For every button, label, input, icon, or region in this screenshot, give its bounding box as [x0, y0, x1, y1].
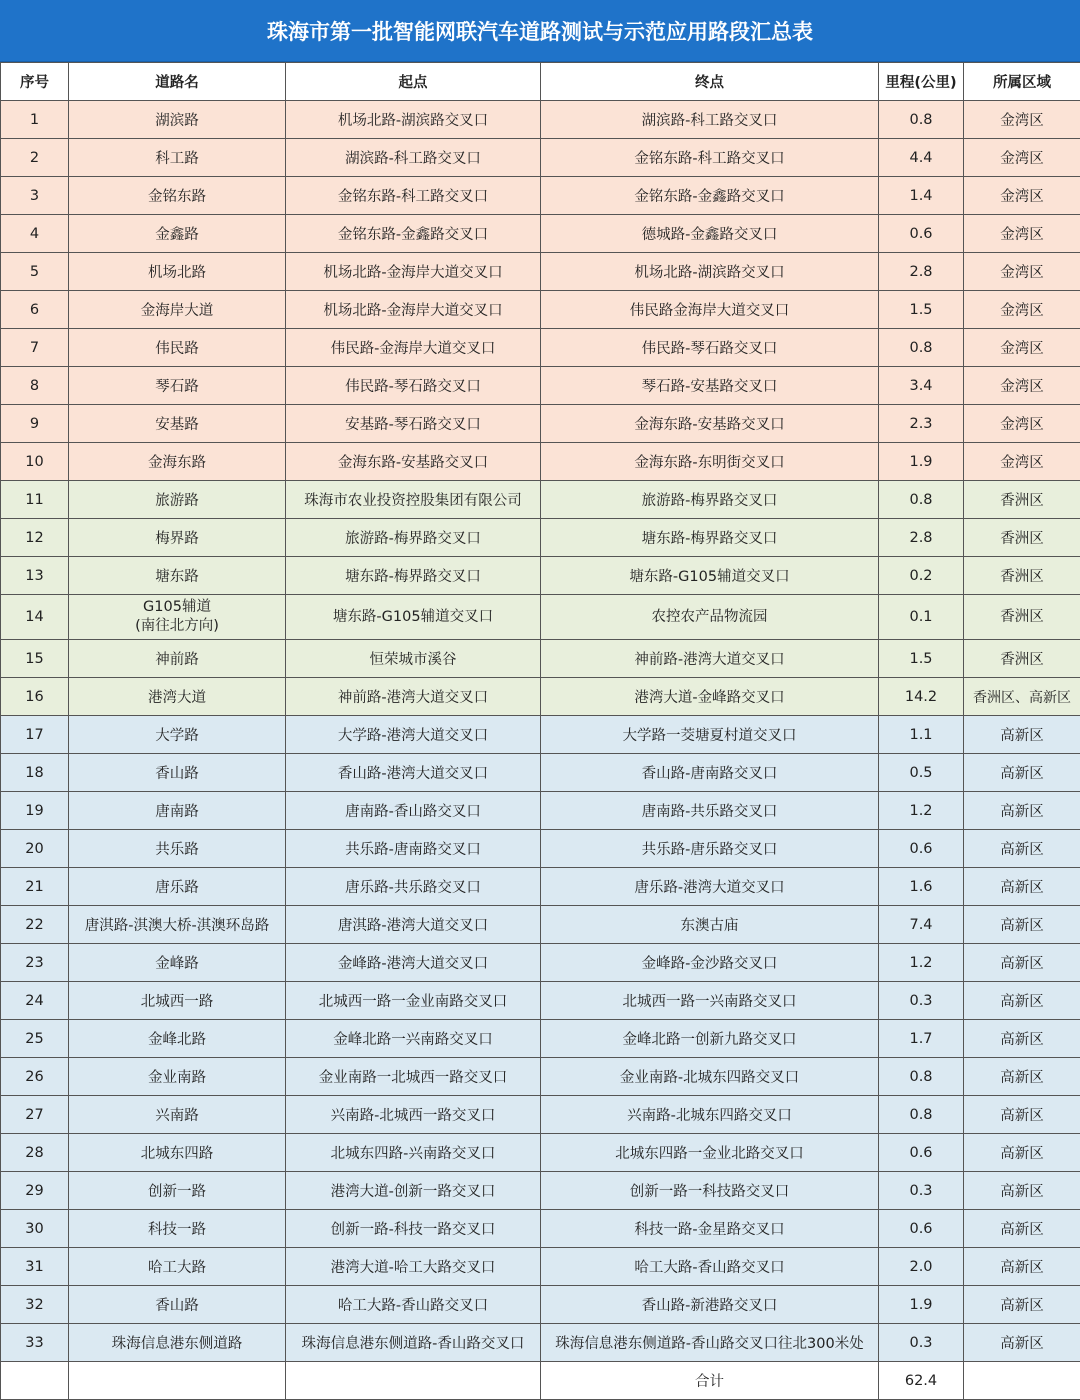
cell-start: 塘东路-梅界路交叉口 — [286, 557, 541, 595]
cell-road: 北城东四路 — [69, 1134, 286, 1172]
cell-area: 高新区 — [964, 830, 1080, 868]
total-cell-empty — [1, 1362, 69, 1400]
cell-road: 香山路 — [69, 1286, 286, 1324]
table-row — [1, 792, 1080, 830]
cell-road: 金峰北路 — [69, 1020, 286, 1058]
cell-area: 香洲区 — [964, 519, 1080, 557]
cell-end: 金海东路-东明街交叉口 — [541, 443, 879, 481]
cell-no: 27 — [1, 1096, 69, 1134]
cell-end: 旅游路-梅界路交叉口 — [541, 481, 879, 519]
table-row — [1, 868, 1080, 906]
cell-km: 2.8 — [879, 519, 964, 557]
cell-road: 金业南路 — [69, 1058, 286, 1096]
col-header-end: 终点 — [541, 63, 879, 101]
cell-end: 港湾大道-金峰路交叉口 — [541, 678, 879, 716]
cell-area: 高新区 — [964, 1210, 1080, 1248]
cell-km: 3.4 — [879, 367, 964, 405]
cell-no: 18 — [1, 754, 69, 792]
cell-km: 0.3 — [879, 1172, 964, 1210]
cell-start: 金铭东路-金鑫路交叉口 — [286, 215, 541, 253]
cell-area: 高新区 — [964, 868, 1080, 906]
cell-start: 唐南路-香山路交叉口 — [286, 792, 541, 830]
cell-no: 23 — [1, 944, 69, 982]
table-row — [1, 595, 1080, 640]
cell-km: 0.8 — [879, 329, 964, 367]
cell-start: 大学路-港湾大道交叉口 — [286, 716, 541, 754]
cell-end: 创新一路一科技路交叉口 — [541, 1172, 879, 1210]
cell-area: 高新区 — [964, 1096, 1080, 1134]
cell-road — [69, 595, 286, 640]
cell-no: 13 — [1, 557, 69, 595]
table-row — [1, 367, 1080, 405]
cell-end: 香山路-新港路交叉口 — [541, 1286, 879, 1324]
cell-road: 机场北路 — [69, 253, 286, 291]
cell-km: 0.5 — [879, 754, 964, 792]
cell-no: 14 — [1, 595, 69, 640]
cell-end: 唐南路-共乐路交叉口 — [541, 792, 879, 830]
cell-no: 9 — [1, 405, 69, 443]
table-row — [1, 906, 1080, 944]
cell-no: 10 — [1, 443, 69, 481]
cell-start: 唐乐路-共乐路交叉口 — [286, 868, 541, 906]
cell-start: 兴南路-北城西一路交叉口 — [286, 1096, 541, 1134]
cell-area: 高新区 — [964, 944, 1080, 982]
cell-no: 1 — [1, 101, 69, 139]
table-row — [1, 982, 1080, 1020]
table-row — [1, 1248, 1080, 1286]
cell-km: 2.8 — [879, 253, 964, 291]
cell-no: 22 — [1, 906, 69, 944]
cell-start: 安基路-琴石路交叉口 — [286, 405, 541, 443]
cell-area: 金湾区 — [964, 443, 1080, 481]
cell-no: 19 — [1, 792, 69, 830]
cell-end: 金海东路-安基路交叉口 — [541, 405, 879, 443]
cell-start: 恒荣城市溪谷 — [286, 640, 541, 678]
cell-road: 旅游路 — [69, 481, 286, 519]
cell-area: 香洲区 — [964, 481, 1080, 519]
cell-end: 湖滨路-科工路交叉口 — [541, 101, 879, 139]
cell-end: 珠海信息港东侧道路-香山路交叉口往北300米处 — [541, 1324, 879, 1362]
cell-start: 创新一路-科技一路交叉口 — [286, 1210, 541, 1248]
cell-no: 30 — [1, 1210, 69, 1248]
table-body — [1, 101, 1080, 1362]
cell-road: 唐乐路 — [69, 868, 286, 906]
table-row — [1, 678, 1080, 716]
cell-road: 科工路 — [69, 139, 286, 177]
cell-area: 高新区 — [964, 1286, 1080, 1324]
cell-start: 哈工大路-香山路交叉口 — [286, 1286, 541, 1324]
cell-area: 金湾区 — [964, 291, 1080, 329]
cell-area: 高新区 — [964, 792, 1080, 830]
cell-no: 2 — [1, 139, 69, 177]
cell-road: 金海东路 — [69, 443, 286, 481]
cell-end: 北城西一路一兴南路交叉口 — [541, 982, 879, 1020]
col-header-km: 里程(公里) — [879, 63, 964, 101]
cell-end: 神前路-港湾大道交叉口 — [541, 640, 879, 678]
cell-km: 0.8 — [879, 1096, 964, 1134]
cell-road: 北城西一路 — [69, 982, 286, 1020]
cell-no: 21 — [1, 868, 69, 906]
cell-road: 唐淇路-淇澳大桥-淇澳环岛路 — [69, 906, 286, 944]
cell-km: 1.6 — [879, 868, 964, 906]
cell-road: 兴南路 — [69, 1096, 286, 1134]
cell-start: 金海东路-安基路交叉口 — [286, 443, 541, 481]
total-cell-empty — [964, 1362, 1080, 1400]
cell-area: 高新区 — [964, 716, 1080, 754]
cell-no: 26 — [1, 1058, 69, 1096]
cell-road: 共乐路 — [69, 830, 286, 868]
cell-start: 金峰路-港湾大道交叉口 — [286, 944, 541, 982]
cell-no: 24 — [1, 982, 69, 1020]
cell-end: 北城东四路一金业北路交叉口 — [541, 1134, 879, 1172]
cell-km: 0.6 — [879, 1134, 964, 1172]
cell-road: 港湾大道 — [69, 678, 286, 716]
cell-area: 金湾区 — [964, 139, 1080, 177]
cell-area: 高新区 — [964, 754, 1080, 792]
table-row — [1, 139, 1080, 177]
cell-end: 伟民路-琴石路交叉口 — [541, 329, 879, 367]
table-row — [1, 1096, 1080, 1134]
table-row — [1, 177, 1080, 215]
cell-km: 0.6 — [879, 215, 964, 253]
table-row — [1, 443, 1080, 481]
cell-road: 珠海信息港东侧道路 — [69, 1324, 286, 1362]
header-row — [1, 63, 1080, 101]
cell-area: 香洲区、高新区 — [964, 678, 1080, 716]
cell-end: 科技一路-金星路交叉口 — [541, 1210, 879, 1248]
cell-area: 金湾区 — [964, 253, 1080, 291]
cell-road: 琴石路 — [69, 367, 286, 405]
cell-no: 4 — [1, 215, 69, 253]
cell-area: 高新区 — [964, 1058, 1080, 1096]
cell-area: 高新区 — [964, 1248, 1080, 1286]
table-row — [1, 1020, 1080, 1058]
cell-km: 1.1 — [879, 716, 964, 754]
table-row — [1, 405, 1080, 443]
cell-road: 创新一路 — [69, 1172, 286, 1210]
total-cell-empty — [69, 1362, 286, 1400]
cell-start: 共乐路-唐南路交叉口 — [286, 830, 541, 868]
cell-road: 唐南路 — [69, 792, 286, 830]
cell-no: 15 — [1, 640, 69, 678]
table-row — [1, 944, 1080, 982]
cell-no: 3 — [1, 177, 69, 215]
cell-no: 20 — [1, 830, 69, 868]
table-row — [1, 754, 1080, 792]
cell-km: 1.2 — [879, 792, 964, 830]
cell-end: 唐乐路-港湾大道交叉口 — [541, 868, 879, 906]
cell-km: 1.9 — [879, 443, 964, 481]
cell-km: 0.8 — [879, 1058, 964, 1096]
cell-km: 1.2 — [879, 944, 964, 982]
cell-no: 25 — [1, 1020, 69, 1058]
cell-end: 金峰北路一创新九路交叉口 — [541, 1020, 879, 1058]
cell-road: 金峰路 — [69, 944, 286, 982]
cell-area: 金湾区 — [964, 367, 1080, 405]
cell-no: 7 — [1, 329, 69, 367]
cell-area: 金湾区 — [964, 215, 1080, 253]
cell-no: 8 — [1, 367, 69, 405]
cell-end: 琴石路-安基路交叉口 — [541, 367, 879, 405]
cell-area: 高新区 — [964, 982, 1080, 1020]
cell-area: 香洲区 — [964, 557, 1080, 595]
table-row — [1, 716, 1080, 754]
cell-km: 14.2 — [879, 678, 964, 716]
cell-no: 29 — [1, 1172, 69, 1210]
cell-km: 4.4 — [879, 139, 964, 177]
total-km: 62.4 — [879, 1362, 964, 1400]
cell-end: 德城路-金鑫路交叉口 — [541, 215, 879, 253]
cell-km: 0.3 — [879, 982, 964, 1020]
cell-road: 梅界路 — [69, 519, 286, 557]
cell-no: 16 — [1, 678, 69, 716]
cell-km: 0.8 — [879, 101, 964, 139]
cell-end: 金铭东路-金鑫路交叉口 — [541, 177, 879, 215]
cell-start: 金业南路一北城西一路交叉口 — [286, 1058, 541, 1096]
table-row — [1, 215, 1080, 253]
cell-start: 珠海信息港东侧道路-香山路交叉口 — [286, 1324, 541, 1362]
cell-road: 大学路 — [69, 716, 286, 754]
cell-start: 港湾大道-创新一路交叉口 — [286, 1172, 541, 1210]
cell-road: 金铭东路 — [69, 177, 286, 215]
total-label: 合计 — [541, 1362, 879, 1400]
cell-start: 香山路-港湾大道交叉口 — [286, 754, 541, 792]
cell-end: 大学路一茭塘夏村道交叉口 — [541, 716, 879, 754]
cell-km: 1.5 — [879, 640, 964, 678]
cell-area: 高新区 — [964, 1324, 1080, 1362]
cell-start: 港湾大道-哈工大路交叉口 — [286, 1248, 541, 1286]
table-row — [1, 329, 1080, 367]
cell-end: 共乐路-唐乐路交叉口 — [541, 830, 879, 868]
cell-start: 珠海市农业投资控股集团有限公司 — [286, 481, 541, 519]
cell-start: 唐淇路-港湾大道交叉口 — [286, 906, 541, 944]
col-header-start: 起点 — [286, 63, 541, 101]
cell-area: 高新区 — [964, 906, 1080, 944]
cell-km: 0.3 — [879, 1324, 964, 1362]
cell-road: 金鑫路 — [69, 215, 286, 253]
cell-area: 金湾区 — [964, 329, 1080, 367]
cell-road: 香山路 — [69, 754, 286, 792]
cell-end: 兴南路-北城东四路交叉口 — [541, 1096, 879, 1134]
cell-start: 北城东四路-兴南路交叉口 — [286, 1134, 541, 1172]
cell-start: 机场北路-湖滨路交叉口 — [286, 101, 541, 139]
cell-end: 农控农产品物流园 — [541, 595, 879, 640]
cell-end: 伟民路金海岸大道交叉口 — [541, 291, 879, 329]
cell-no: 5 — [1, 253, 69, 291]
cell-area: 金湾区 — [964, 101, 1080, 139]
cell-area: 高新区 — [964, 1134, 1080, 1172]
table-row — [1, 519, 1080, 557]
cell-road: 湖滨路 — [69, 101, 286, 139]
cell-no: 6 — [1, 291, 69, 329]
cell-start: 伟民路-金海岸大道交叉口 — [286, 329, 541, 367]
col-header-area: 所属区域 — [964, 63, 1080, 101]
cell-km: 1.9 — [879, 1286, 964, 1324]
cell-area: 香洲区 — [964, 595, 1080, 640]
cell-start: 旅游路-梅界路交叉口 — [286, 519, 541, 557]
table-row — [1, 640, 1080, 678]
cell-end: 金业南路-北城东四路交叉口 — [541, 1058, 879, 1096]
total-row — [1, 1362, 1080, 1400]
cell-end: 哈工大路-香山路交叉口 — [541, 1248, 879, 1286]
cell-road: 塘东路 — [69, 557, 286, 595]
table-row — [1, 291, 1080, 329]
cell-area: 金湾区 — [964, 405, 1080, 443]
cell-no: 32 — [1, 1286, 69, 1324]
cell-road: 伟民路 — [69, 329, 286, 367]
cell-km: 0.6 — [879, 830, 964, 868]
cell-km: 0.1 — [879, 595, 964, 640]
cell-area: 高新区 — [964, 1172, 1080, 1210]
road-section-table — [0, 62, 1080, 1400]
cell-km: 0.8 — [879, 481, 964, 519]
table-row — [1, 1058, 1080, 1096]
cell-start: 湖滨路-科工路交叉口 — [286, 139, 541, 177]
cell-end: 金铭东路-科工路交叉口 — [541, 139, 879, 177]
cell-start: 塘东路-G105辅道交叉口 — [286, 595, 541, 640]
cell-end: 金峰路-金沙路交叉口 — [541, 944, 879, 982]
table-row — [1, 101, 1080, 139]
cell-end: 香山路-唐南路交叉口 — [541, 754, 879, 792]
cell-km: 2.0 — [879, 1248, 964, 1286]
cell-no: 31 — [1, 1248, 69, 1286]
table-row — [1, 1210, 1080, 1248]
col-header-no: 序号 — [1, 63, 69, 101]
cell-km: 7.4 — [879, 906, 964, 944]
cell-start: 金铭东路-科工路交叉口 — [286, 177, 541, 215]
cell-area: 金湾区 — [964, 177, 1080, 215]
table-row — [1, 1134, 1080, 1172]
table-row — [1, 1324, 1080, 1362]
table-row — [1, 557, 1080, 595]
cell-end: 东澳古庙 — [541, 906, 879, 944]
cell-area: 香洲区 — [964, 640, 1080, 678]
table-row — [1, 1172, 1080, 1210]
cell-start: 金峰北路一兴南路交叉口 — [286, 1020, 541, 1058]
table-row — [1, 481, 1080, 519]
cell-end: 机场北路-湖滨路交叉口 — [541, 253, 879, 291]
cell-road: 安基路 — [69, 405, 286, 443]
table-title: 珠海市第一批智能网联汽车道路测试与示范应用路段汇总表 — [0, 0, 1080, 62]
cell-start: 机场北路-金海岸大道交叉口 — [286, 291, 541, 329]
table-row — [1, 253, 1080, 291]
cell-start: 机场北路-金海岸大道交叉口 — [286, 253, 541, 291]
cell-no: 28 — [1, 1134, 69, 1172]
cell-end: 塘东路-梅界路交叉口 — [541, 519, 879, 557]
cell-road: 哈工大路 — [69, 1248, 286, 1286]
cell-no: 33 — [1, 1324, 69, 1362]
cell-start: 伟民路-琴石路交叉口 — [286, 367, 541, 405]
cell-road: 金海岸大道 — [69, 291, 286, 329]
total-cell-empty — [286, 1362, 541, 1400]
table-row — [1, 830, 1080, 868]
cell-start: 神前路-港湾大道交叉口 — [286, 678, 541, 716]
cell-km: 2.3 — [879, 405, 964, 443]
cell-end: 塘东路-G105辅道交叉口 — [541, 557, 879, 595]
cell-no: 11 — [1, 481, 69, 519]
cell-start: 北城西一路一金业南路交叉口 — [286, 982, 541, 1020]
cell-km: 1.5 — [879, 291, 964, 329]
cell-road: 科技一路 — [69, 1210, 286, 1248]
cell-km: 1.4 — [879, 177, 964, 215]
cell-area: 高新区 — [964, 1020, 1080, 1058]
cell-no: 17 — [1, 716, 69, 754]
cell-km: 1.7 — [879, 1020, 964, 1058]
cell-km: 0.6 — [879, 1210, 964, 1248]
col-header-road: 道路名 — [69, 63, 286, 101]
cell-road: 神前路 — [69, 640, 286, 678]
cell-road-line1: G105辅道 — [71, 598, 283, 617]
cell-road-line2: (南往北方向) — [71, 617, 283, 636]
cell-km: 0.2 — [879, 557, 964, 595]
cell-no: 12 — [1, 519, 69, 557]
table-row — [1, 1286, 1080, 1324]
